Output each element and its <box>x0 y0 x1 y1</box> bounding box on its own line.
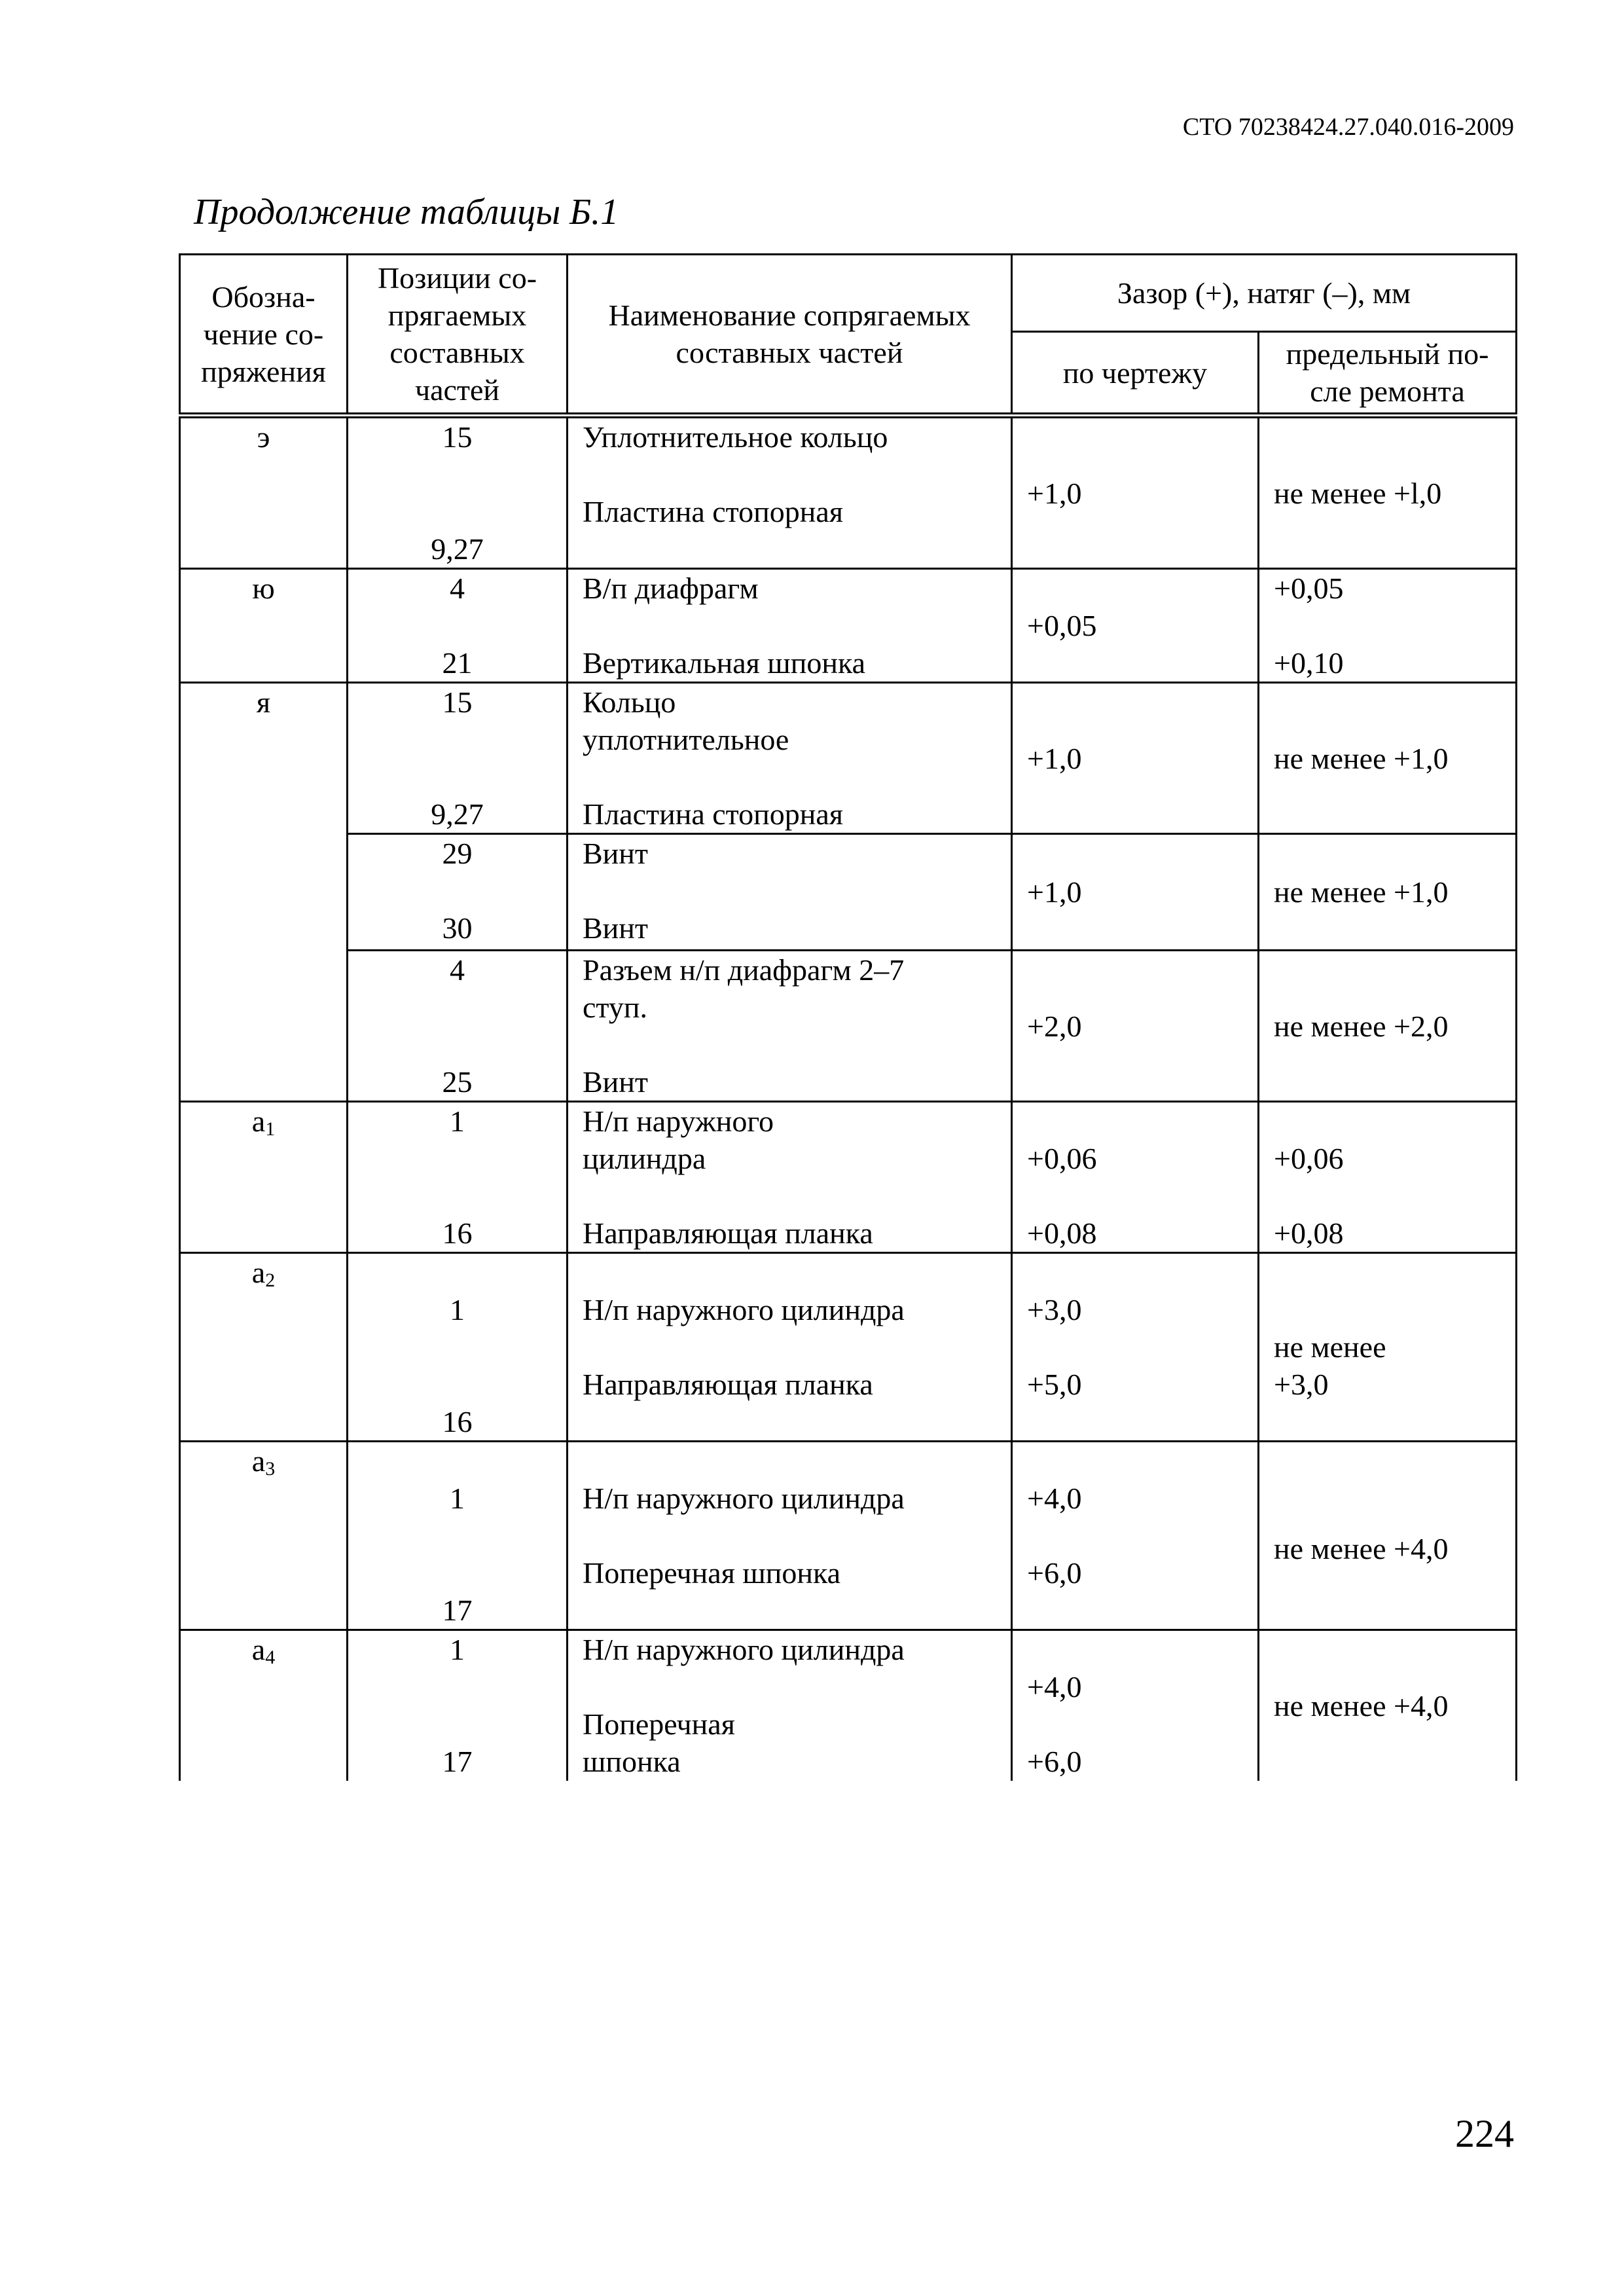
limit-cell <box>1259 569 1517 683</box>
part-name: шпонка <box>583 1745 681 1778</box>
header-limit-after-repair: предельный по-сле ремонта <box>1259 332 1517 416</box>
drawing-value: +4,0 <box>1027 1670 1082 1704</box>
name-cell <box>568 683 1012 834</box>
position-value: 16 <box>442 1216 473 1250</box>
designation-cell <box>180 416 348 569</box>
drawing-value: +6,0 <box>1027 1556 1082 1590</box>
part-name: Винт <box>583 911 649 945</box>
name-cell <box>568 951 1012 1102</box>
drawing-cell <box>1012 1442 1259 1630</box>
limit-cell <box>1259 834 1517 951</box>
designation-text: а <box>251 1256 266 1289</box>
document-code: СТО 70238424.27.040.016-2009 <box>1182 113 1514 141</box>
name-cell <box>568 416 1012 569</box>
designation-text: э <box>257 420 270 454</box>
drawing-cell <box>1012 1630 1259 1781</box>
drawing-value: +3,0 <box>1027 1293 1082 1326</box>
name-cell <box>568 1630 1012 1781</box>
designation-cell <box>180 1102 348 1253</box>
limit-value: +0,06 <box>1274 1142 1344 1175</box>
position-value: 1 <box>450 1104 465 1138</box>
designation-text: ю <box>252 572 275 605</box>
part-name: Винт <box>583 837 649 870</box>
part-name: Н/п наружного <box>583 1104 774 1138</box>
table-row <box>180 1630 1517 1781</box>
part-name: Поперечная шпонка <box>583 1556 841 1590</box>
limit-value: +0,05 <box>1274 572 1344 605</box>
drawing-cell <box>1012 951 1259 1102</box>
part-name: Пластина стопорная <box>583 797 843 831</box>
part-name: Поперечная <box>583 1707 735 1741</box>
part-name: Н/п наружного цилиндра <box>583 1293 905 1326</box>
position-value: 15 <box>442 685 473 719</box>
position-value: 16 <box>442 1405 473 1438</box>
limit-value: не менее <box>1274 1330 1386 1364</box>
part-name: Вертикальная шпонка <box>583 646 866 680</box>
position-value: 1 <box>450 1482 465 1515</box>
table-row <box>180 1253 1517 1442</box>
limit-cell <box>1259 416 1517 569</box>
designation-cell <box>180 683 348 1102</box>
designation-text: а <box>251 1444 266 1478</box>
spec-table <box>179 253 1517 1781</box>
drawing-cell <box>1012 416 1259 569</box>
header-name: Наименование сопрягаемых составных частей <box>568 255 1012 416</box>
position-value: 17 <box>442 1594 473 1627</box>
drawing-cell <box>1012 1102 1259 1253</box>
designation-index: 2 <box>265 1269 276 1291</box>
designation-text: я <box>256 685 271 719</box>
drawing-value: +5,0 <box>1027 1368 1082 1401</box>
part-name: Кольцо <box>583 685 676 719</box>
name-cell <box>568 1102 1012 1253</box>
positions-cell <box>348 416 568 569</box>
part-name: Уплотнительное кольцо <box>583 420 888 454</box>
drawing-cell <box>1012 683 1259 834</box>
position-value: 1 <box>450 1293 465 1326</box>
name-cell <box>568 834 1012 951</box>
position-value: 4 <box>450 953 465 987</box>
part-name: ступ. <box>583 991 648 1024</box>
limit-value: не менее +4,0 <box>1274 1688 1449 1722</box>
designation-cell <box>180 1253 348 1442</box>
table-row <box>180 569 1517 683</box>
positions-cell <box>348 834 568 951</box>
positions-cell <box>348 683 568 834</box>
designation-text: а <box>251 1633 266 1666</box>
part-name: Разъем н/п диафрагм 2–7 <box>583 953 905 987</box>
limit-cell <box>1259 683 1517 834</box>
header-designation: Обозна-чение со-пряжения <box>180 255 348 416</box>
limit-value: не менее +l,0 <box>1274 476 1442 510</box>
part-name: уплотнительное <box>583 723 789 756</box>
designation-cell <box>180 569 348 683</box>
positions-cell <box>348 1630 568 1781</box>
drawing-cell <box>1012 834 1259 951</box>
limit-value: не менее +2,0 <box>1274 1009 1449 1043</box>
position-value: 15 <box>442 420 473 454</box>
part-name: Н/п наружного цилиндра <box>583 1482 905 1515</box>
drawing-cell <box>1012 569 1259 683</box>
limit-value: не менее +1,0 <box>1274 875 1449 909</box>
limit-cell <box>1259 1253 1517 1442</box>
name-cell <box>568 569 1012 683</box>
table-row <box>180 834 1517 951</box>
positions-cell <box>348 569 568 683</box>
drawing-value: +1,0 <box>1027 875 1082 909</box>
limit-cell <box>1259 951 1517 1102</box>
drawing-value: +1,0 <box>1027 476 1082 510</box>
part-name: Пластина стопорная <box>583 495 843 528</box>
header-gap-group: Зазор (+), натяг (–), мм <box>1012 255 1517 332</box>
part-name: Направляющая планка <box>583 1368 873 1401</box>
position-value: 30 <box>442 911 473 945</box>
limit-value: +0,10 <box>1274 646 1344 680</box>
position-value: 25 <box>442 1065 473 1099</box>
positions-cell <box>348 951 568 1102</box>
part-name: Направляющая планка <box>583 1216 873 1250</box>
table-row <box>180 416 1517 569</box>
limit-value: +3,0 <box>1274 1368 1329 1401</box>
table-row <box>180 1102 1517 1253</box>
name-cell <box>568 1442 1012 1630</box>
position-value: 1 <box>450 1633 465 1666</box>
page-number: 224 <box>1455 2112 1514 2155</box>
drawing-value: +4,0 <box>1027 1482 1082 1515</box>
name-cell <box>568 1253 1012 1442</box>
table-row <box>180 1442 1517 1630</box>
table-row <box>180 951 1517 1102</box>
drawing-value: +2,0 <box>1027 1009 1082 1043</box>
positions-cell <box>348 1102 568 1253</box>
designation-index: 3 <box>265 1458 276 1480</box>
designation-index: 4 <box>265 1647 276 1668</box>
drawing-cell <box>1012 1253 1259 1442</box>
drawing-value: +6,0 <box>1027 1745 1082 1778</box>
part-name: Винт <box>583 1065 649 1099</box>
limit-value: не менее +1,0 <box>1274 741 1449 775</box>
header-positions: Позиции со-прягаемых составных частей <box>348 255 568 416</box>
drawing-value: +0,08 <box>1027 1216 1097 1250</box>
drawing-value: +0,06 <box>1027 1142 1097 1175</box>
limit-value: не менее +4,0 <box>1274 1532 1449 1565</box>
limit-cell <box>1259 1630 1517 1781</box>
header-by-drawing: по чертежу <box>1012 332 1259 416</box>
part-name: цилиндра <box>583 1142 706 1175</box>
designation-cell <box>180 1442 348 1630</box>
limit-value: +0,08 <box>1274 1216 1344 1250</box>
drawing-value: +1,0 <box>1027 741 1082 775</box>
designation-index: 1 <box>265 1118 276 1140</box>
limit-cell <box>1259 1442 1517 1630</box>
positions-cell <box>348 1253 568 1442</box>
position-value: 21 <box>442 646 473 680</box>
table-row <box>180 683 1517 834</box>
positions-cell <box>348 1442 568 1630</box>
part-name: Н/п наружного цилиндра <box>583 1633 905 1666</box>
limit-cell <box>1259 1102 1517 1253</box>
position-value: 9,27 <box>431 797 484 831</box>
designation-text: а <box>251 1104 266 1138</box>
position-value: 29 <box>442 837 473 870</box>
part-name: В/п диафрагм <box>583 572 759 605</box>
position-value: 4 <box>450 572 465 605</box>
position-value: 17 <box>442 1745 473 1778</box>
position-value: 9,27 <box>431 532 484 566</box>
drawing-value: +0,05 <box>1027 609 1097 642</box>
table-caption: Продолжение таблицы Б.1 <box>194 192 619 232</box>
designation-cell <box>180 1630 348 1781</box>
